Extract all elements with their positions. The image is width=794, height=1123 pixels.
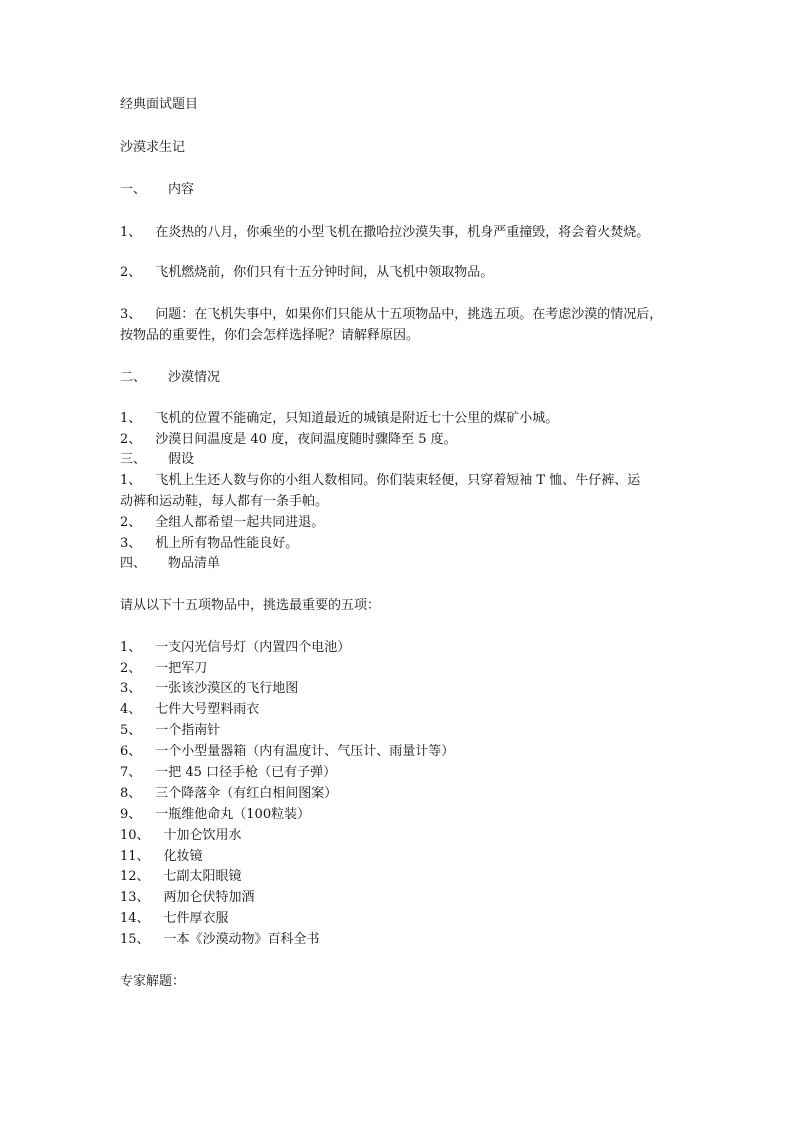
section-number: 四、	[120, 556, 147, 571]
list-item	[120, 890, 255, 906]
item-number: 5、	[120, 723, 142, 738]
item-number: 3、	[120, 681, 142, 696]
list-item	[120, 786, 337, 802]
section-title: 物品清单	[168, 556, 221, 571]
item-text: 问题：在飞机失事中，如果你们只能从十五项物品中，挑选五项。在考虑沙漠的情况后，	[155, 307, 663, 322]
list-item	[120, 265, 493, 281]
item-text: 七件大号塑料雨衣	[155, 702, 260, 717]
item-text: 飞机的位置不能确定，只知道最近的城镇是附近七十公里的煤矿小城。	[155, 411, 559, 426]
item-text: 机上所有物品性能良好。	[155, 536, 299, 551]
instruction-text: 请从以下十五项物品中，挑选最重要的五项：	[120, 598, 381, 613]
expert-answer-heading: 专家解题：	[120, 974, 186, 989]
section-heading-4	[120, 556, 220, 572]
item-text: 十加仑饮用水	[163, 828, 242, 843]
item-text: 飞机燃烧前，你们只有十五分钟时间，从飞机中领取物品。	[155, 265, 494, 280]
section-title: 假设	[168, 452, 195, 467]
list-item	[120, 536, 298, 552]
item-number: 2、	[120, 661, 142, 676]
item-number: 2、	[120, 515, 142, 530]
list-item	[120, 911, 229, 927]
item-number: 10、	[120, 828, 150, 843]
list-item	[120, 869, 242, 885]
item-number: 13、	[120, 890, 150, 905]
item-number: 1、	[120, 473, 142, 488]
item-number: 3、	[120, 536, 142, 551]
item-number: 3、	[120, 307, 142, 322]
list-item	[120, 640, 350, 656]
section-heading-1	[120, 182, 194, 198]
section-title: 内容	[168, 182, 195, 197]
item-number: 1、	[120, 640, 142, 655]
list-item	[120, 307, 662, 323]
item-text: 沙漠日间温度是 40 度，夜间温度随时骤降至 5 度。	[155, 432, 457, 447]
item-number: 9、	[120, 807, 142, 822]
list-item	[120, 828, 242, 844]
section-title: 沙漠情况	[168, 370, 221, 385]
item-number: 8、	[120, 786, 142, 801]
item-number: 2、	[120, 265, 142, 280]
item-number: 7、	[120, 765, 142, 780]
item-number: 4、	[120, 702, 142, 717]
item-number: 14、	[120, 911, 150, 926]
item-number: 6、	[120, 744, 142, 759]
item-text: 飞机上生还人数与你的小组人数相同。你们装束轻便，只穿着短袖 T 恤、牛仔裤、运	[155, 473, 641, 488]
list-item	[120, 661, 207, 677]
list-item	[120, 515, 324, 531]
item-text: 一把军刀	[155, 661, 208, 676]
item-number: 15、	[120, 932, 150, 947]
item-text: 化妆镜	[163, 849, 203, 864]
list-item	[120, 723, 220, 739]
list-item	[120, 681, 298, 697]
item-text: 一瓶维他命丸（100粒装）	[155, 807, 311, 822]
section-heading-3	[120, 452, 194, 468]
item-text: 一把 45 口径手枪（已有子弹）	[155, 765, 337, 780]
item-text: 一个指南针	[155, 723, 221, 738]
item-text: 在炎热的八月，你乘坐的小型飞机在撒哈拉沙漠失事，机身严重撞毁，将会着火焚烧。	[155, 225, 650, 240]
item-text: 七件厚衣服	[163, 911, 229, 926]
section-number: 三、	[120, 452, 147, 467]
list-item	[120, 432, 457, 448]
document-title: 经典面试题目	[120, 97, 199, 112]
list-item	[120, 225, 649, 241]
list-item	[120, 411, 558, 427]
item-number: 1、	[120, 411, 142, 426]
item-text: 两加仑伏特加酒	[163, 890, 255, 905]
item-text: 七副太阳眼镜	[163, 869, 242, 884]
document-subtitle: 沙漠求生记	[120, 140, 186, 155]
item-number: 12、	[120, 869, 150, 884]
item-text: 一支闪光信号灯（内置四个电池）	[155, 640, 351, 655]
item-text: 全组人都希望一起共同进退。	[155, 515, 325, 530]
list-item-continuation: 按物品的重要性，你们会怎样选择呢？请解释原因。	[120, 328, 420, 343]
section-heading-2	[120, 370, 220, 386]
list-item	[120, 702, 259, 718]
list-item	[120, 932, 320, 948]
item-number: 2、	[120, 432, 142, 447]
item-text: 一个小型量器箱（内有温度计、气压计、雨量计等）	[155, 744, 455, 759]
list-item	[120, 849, 203, 865]
list-item	[120, 473, 640, 489]
list-item-continuation: 动裤和运动鞋，每人都有一条手帕。	[120, 494, 329, 509]
item-number: 1、	[120, 225, 142, 240]
list-item	[120, 807, 310, 823]
item-number: 11、	[120, 849, 150, 864]
section-number: 一、	[120, 182, 147, 197]
section-number: 二、	[120, 370, 147, 385]
item-text: 一本《沙漠动物》百科全书	[163, 932, 320, 947]
item-text: 三个降落伞（有红白相间图案）	[155, 786, 338, 801]
list-item	[120, 744, 454, 760]
item-text: 一张该沙漠区的飞行地图	[155, 681, 299, 696]
list-item	[120, 765, 336, 781]
